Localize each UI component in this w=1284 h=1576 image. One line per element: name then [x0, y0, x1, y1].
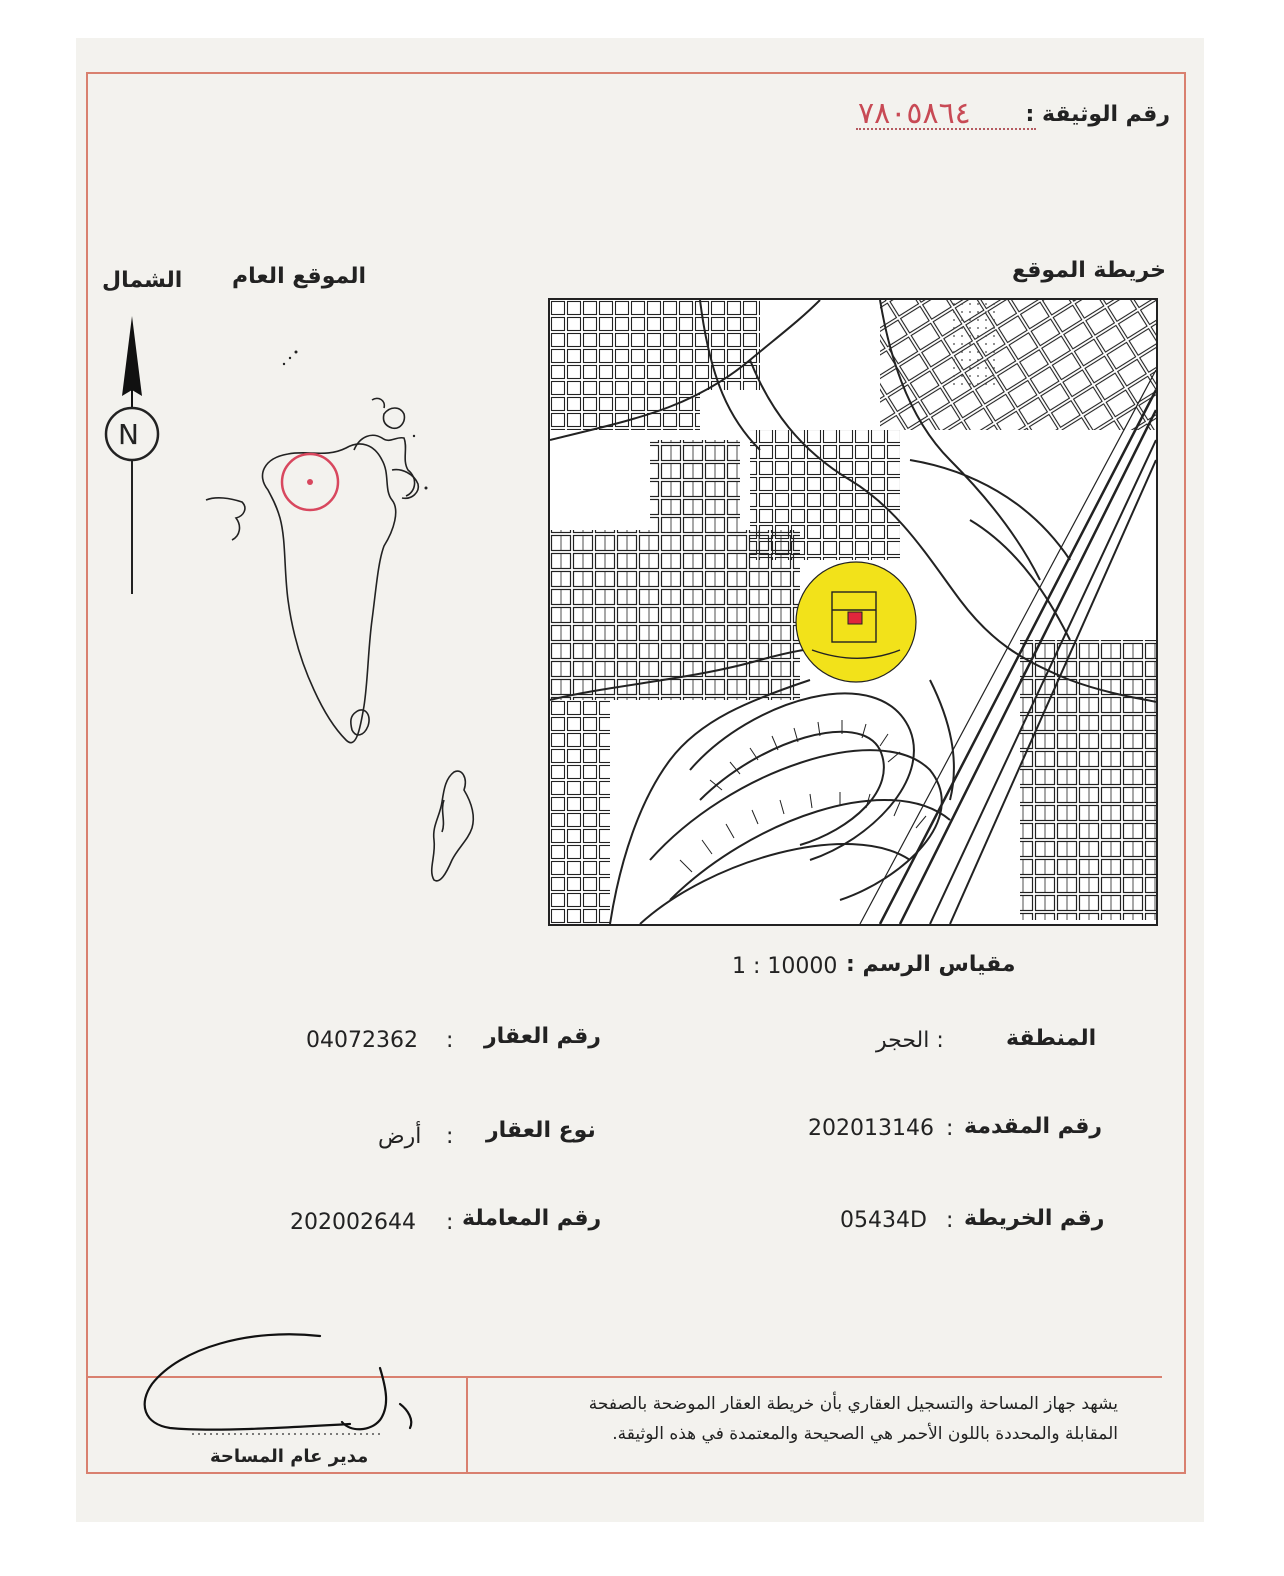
overview-title: الموقع العام — [232, 264, 367, 289]
area-label: المنطقة — [1006, 1026, 1097, 1051]
director-signature — [130, 1328, 430, 1448]
certification-line-1: يشهد جهاز المساحة والتسجيل العقاري بأن خريطة العقار الموضحة بالصفحة — [588, 1394, 1118, 1414]
doc-number-dotted-line — [856, 128, 1036, 130]
property-number-colon: : — [446, 1028, 454, 1053]
application-number-label: رقم المقدمة — [964, 1114, 1103, 1139]
doc-number-handwritten: ٧٨٠٥٨٦٤ — [858, 96, 971, 131]
location-map — [548, 298, 1158, 926]
footer-divider — [466, 1376, 468, 1474]
signatory-title: مدير عام المساحة — [210, 1446, 369, 1467]
scale-label: مقياس الرسم : — [846, 952, 1016, 977]
property-number-value: 04072362 — [306, 1028, 418, 1053]
north-arrow-icon — [100, 312, 166, 596]
scale-value: 1 : 10000 — [732, 954, 838, 979]
doc-number-label: رقم الوثيقة : — [1025, 102, 1170, 127]
overview-country-map — [196, 340, 496, 900]
north-label: الشمال — [102, 268, 183, 293]
property-type-colon: : — [446, 1124, 454, 1149]
property-type-value: أرض — [378, 1124, 422, 1149]
certification-line-2: المقابلة والمحددة باللون الأحمر هي الصحيحة والمعتمدة في هذه الوثيقة. — [612, 1424, 1118, 1444]
transaction-number-value: 202002644 — [290, 1210, 416, 1235]
application-number-value: 202013146 — [808, 1116, 934, 1141]
map-number-colon: : — [946, 1208, 954, 1233]
map-number-label: رقم الخريطة — [964, 1206, 1105, 1231]
transaction-number-label: رقم المعاملة — [462, 1206, 602, 1231]
transaction-number-colon: : — [446, 1210, 454, 1235]
map-number-value: 05434D — [840, 1208, 927, 1233]
property-type-label: نوع العقار — [486, 1118, 596, 1143]
application-number-colon: : — [946, 1116, 954, 1141]
area-value: : الحجر — [876, 1028, 944, 1053]
north-letter: N — [118, 418, 139, 451]
location-map-title: خريطة الموقع — [1011, 258, 1166, 283]
property-number-label: رقم العقار — [484, 1024, 601, 1049]
property-parcel-marker — [848, 612, 862, 624]
